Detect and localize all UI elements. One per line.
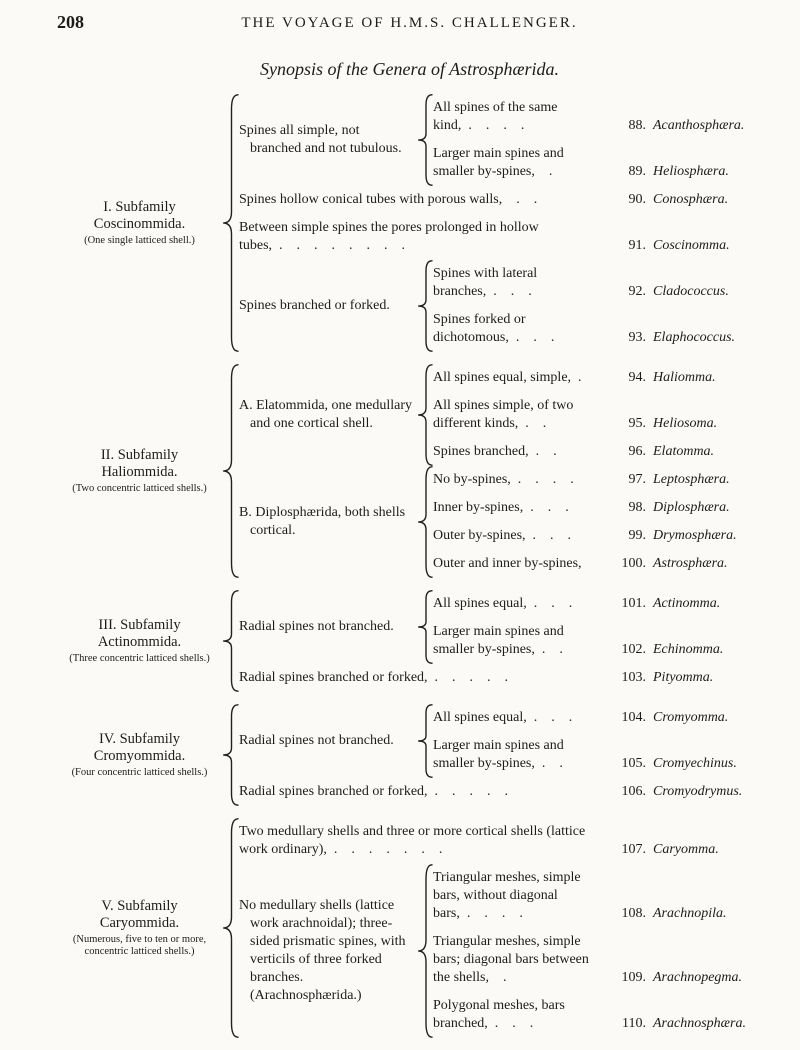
genus-name: Echinomma.	[653, 642, 724, 657]
entry-result	[612, 555, 762, 573]
genus-name: Coscinomma.	[653, 238, 730, 253]
brace-icon	[417, 466, 433, 578]
entry-text: No by-spines, . . . .	[433, 472, 574, 487]
brace-icon	[417, 364, 433, 466]
entry-result	[612, 755, 762, 773]
group-content	[239, 818, 762, 1038]
subfamily-label	[57, 590, 222, 692]
branch-children	[433, 364, 762, 466]
brace-icon	[222, 364, 239, 578]
branch-label-text: Radial spines not branched.	[239, 733, 394, 748]
group-subfamily-3	[57, 590, 762, 692]
brace-icon	[417, 704, 433, 778]
entry	[433, 140, 762, 186]
entry-number: 107.	[621, 842, 646, 857]
entry-number: 92.	[628, 284, 646, 299]
entry-result	[612, 905, 762, 923]
genus-name: Cromyomma.	[653, 710, 729, 725]
genus-name: Caryomma.	[653, 842, 719, 857]
branch-label	[239, 864, 417, 1038]
entry-text: Spines hollow conical tubes with porous walls, . .	[239, 192, 538, 207]
genus-name: Actinomma.	[653, 596, 721, 611]
entry-text: All spines of the same kind, . . . .	[433, 100, 558, 133]
group-subfamily-5	[57, 818, 762, 1038]
brace-icon	[417, 260, 433, 352]
genus-name: Arachnopila.	[653, 906, 727, 921]
brace-icon	[222, 94, 239, 352]
branch	[239, 466, 762, 578]
branch-label-text: A. Elatommida, one medullary and one cortical shell.	[239, 398, 413, 431]
branch-label	[239, 260, 417, 352]
entry	[433, 494, 762, 522]
entry-result	[612, 443, 762, 461]
entry-number: 110.	[622, 1016, 646, 1031]
entry	[239, 818, 762, 864]
genus-name: Heliosoma.	[653, 416, 718, 431]
entry-result	[612, 117, 762, 135]
entry-number: 91.	[628, 238, 646, 253]
genus-name: Drymosphæra.	[653, 528, 737, 543]
entry	[433, 590, 762, 618]
entry-result	[612, 499, 762, 517]
group-content	[239, 94, 762, 352]
entry	[433, 392, 762, 438]
subfamily-note: (Four concentric latticed shells.)	[71, 766, 208, 778]
genus-name: Arachnopegma.	[653, 970, 743, 985]
subfamily-numeral: I. Subfamily	[103, 198, 176, 215]
brace-icon	[417, 864, 433, 1038]
brace-icon	[222, 704, 239, 806]
genus-name: Cromyechinus.	[653, 756, 737, 771]
subfamily-note: (Numerous, five to ten or more, concentric latticed shells.)	[72, 933, 207, 957]
subfamily-note: (One single latticed shell.)	[84, 234, 195, 246]
entry-text: All spines simple, of two different kinds, . .	[433, 398, 574, 431]
entry	[433, 550, 762, 578]
entry-text: Triangular meshes, simple bars, without diagonal bars, . . . .	[433, 870, 581, 921]
entry-number: 106.	[621, 784, 646, 799]
entry-number: 99.	[628, 528, 646, 543]
group-content	[239, 704, 762, 806]
genus-name: Arachnosphæra.	[653, 1016, 746, 1031]
branch-children	[433, 590, 762, 664]
subfamily-numeral: IV. Subfamily	[98, 730, 181, 747]
entry	[433, 306, 762, 352]
entry-result	[612, 527, 762, 545]
entry-result	[612, 1015, 762, 1033]
brace-icon	[417, 590, 433, 664]
subfamily-name: Haliommida.	[101, 463, 178, 480]
entry	[433, 864, 762, 928]
entry-number: 89.	[628, 164, 646, 179]
genus-name: Heliosphæra.	[653, 164, 729, 179]
entry-result	[612, 669, 762, 687]
brace-icon	[222, 818, 239, 1038]
entry-text: Two medullary shells and three or more cortical shells (lattice work ordinary), . . . . . . .	[239, 824, 586, 857]
entry-text: All spines equal, simple, .	[433, 370, 582, 385]
branch	[239, 94, 762, 186]
entry-text: Radial spines branched or forked, . . . . .	[239, 784, 509, 799]
branch-children	[433, 864, 762, 1038]
entry-result	[612, 163, 762, 181]
genus-name: Conosphæra.	[653, 192, 729, 207]
genus-name: Acanthosphæra.	[653, 118, 745, 133]
genus-name: Leptosphæra.	[653, 472, 730, 487]
subfamily-note: (Two concentric latticed shells.)	[72, 482, 207, 494]
entry-result	[612, 415, 762, 433]
entry-text: Triangular meshes, simple bars; diagonal bars between the shells, .	[433, 934, 589, 985]
branch-children	[433, 94, 762, 186]
entry-result	[612, 369, 762, 387]
subfamily-label	[57, 364, 222, 578]
entry	[433, 522, 762, 550]
entry-result	[612, 641, 762, 659]
entry-text: Outer and inner by-spines,	[433, 556, 582, 571]
entry-text: Larger main spines and smaller by-spines, . .	[433, 738, 564, 771]
synopsis-title: Synopsis of the Genera of Astrosphærida.	[259, 59, 559, 79]
entry-number: 109.	[621, 970, 646, 985]
entry	[239, 664, 762, 692]
branch-label-text: B. Diplosphærida, both shells cortical.	[239, 505, 406, 538]
entry-number: 98.	[628, 500, 646, 515]
subfamily-numeral: V. Subfamily	[101, 897, 178, 914]
entry-result	[612, 969, 762, 987]
entry-result	[612, 283, 762, 301]
entry	[433, 94, 762, 140]
group-content	[239, 590, 762, 692]
entry-result	[612, 471, 762, 489]
branch-label-text: Spines all simple, not branched and not tubulous.	[239, 123, 402, 156]
brace-icon	[417, 94, 433, 186]
entry-text: Polygonal meshes, bars branched, . . .	[433, 998, 565, 1031]
brace-icon	[222, 590, 239, 692]
branch-label	[239, 94, 417, 186]
branch-label-text: No medullary shells (lattice work arachnoidal); three-sided prismatic spines, with verticils of three forked branches. (Arachnosphærida.)	[239, 898, 406, 1003]
group-subfamily-1	[57, 94, 762, 352]
genus-name: Cladococcus.	[653, 284, 729, 299]
subfamily-name: Caryommida.	[99, 914, 180, 931]
entry-text: Larger main spines and smaller by-spines, .	[433, 146, 564, 179]
branch-label-text: Radial spines not branched.	[239, 619, 394, 634]
entry-result	[612, 709, 762, 727]
entry-number: 94.	[628, 370, 646, 385]
entry	[239, 186, 762, 214]
subfamily-name: Coscinommida.	[93, 215, 186, 232]
entry-number: 102.	[621, 642, 646, 657]
entry-text: Spines with lateral branches, . . .	[433, 266, 538, 299]
branch	[239, 364, 762, 466]
subfamily-numeral: III. Subfamily	[98, 616, 181, 633]
entry	[433, 364, 762, 392]
entry	[239, 214, 762, 260]
entry-text: Outer by-spines, . . .	[433, 528, 572, 543]
group-content	[239, 364, 762, 578]
entry-result	[612, 841, 762, 859]
entry-result	[612, 191, 762, 209]
entry-text: Spines forked or dichotomous, . . .	[433, 312, 555, 345]
entry-number: 108.	[621, 906, 646, 921]
genus-name: Diplosphæra.	[653, 500, 730, 515]
entry	[433, 618, 762, 664]
genus-name: Astrosphæra.	[653, 556, 728, 571]
subfamily-name: Actinommida.	[97, 633, 182, 650]
entry-number: 95.	[628, 416, 646, 431]
branch-children	[433, 704, 762, 778]
genus-name: Elatomma.	[653, 444, 715, 459]
entry-number: 93.	[628, 330, 646, 345]
branch-children	[433, 260, 762, 352]
entry-text: Inner by-spines, . . .	[433, 500, 569, 515]
entry	[433, 928, 762, 992]
branch-label	[239, 590, 417, 664]
entry	[433, 732, 762, 778]
entry-number: 90.	[628, 192, 646, 207]
genus-name: Cromyodrymus.	[653, 784, 743, 799]
entry-number: 88.	[628, 118, 646, 133]
running-head: THE VOYAGE OF H.M.S. CHALLENGER.	[241, 15, 578, 31]
entry-result	[612, 237, 762, 255]
branch-label-text: Spines branched or forked.	[239, 298, 390, 313]
entry-text: Spines branched, . .	[433, 444, 557, 459]
entry-text: Between simple spines the pores prolonged in hollow tubes, . . . . . . . .	[239, 220, 539, 253]
entry-number: 103.	[621, 670, 646, 685]
branch	[239, 864, 762, 1038]
subfamily-label	[57, 94, 222, 352]
entry-text: Larger main spines and smaller by-spines, . .	[433, 624, 564, 657]
entry-number: 105.	[621, 756, 646, 771]
entry-number: 96.	[628, 444, 646, 459]
group-subfamily-4	[57, 704, 762, 806]
genus-name: Haliomma.	[653, 370, 716, 385]
entry	[433, 438, 762, 466]
genus-name: Pityomma.	[653, 670, 714, 685]
subfamily-label	[57, 818, 222, 1038]
subfamily-numeral: II. Subfamily	[100, 446, 179, 463]
entry-text: All spines equal, . . .	[433, 710, 573, 725]
entry-result	[612, 595, 762, 613]
entry	[433, 704, 762, 732]
branch-children	[433, 466, 762, 578]
subfamily-note: (Three concentric latticed shells.)	[69, 652, 210, 664]
entry-result	[612, 329, 762, 347]
entry-number: 97.	[628, 472, 646, 487]
entry-number: 100.	[621, 556, 646, 571]
entry	[433, 260, 762, 306]
subfamily-name: Cromyommida.	[93, 747, 186, 764]
page-number: 208	[57, 12, 84, 32]
synopsis-table	[57, 94, 762, 1038]
genus-name: Elaphococcus.	[653, 330, 736, 345]
page-header	[57, 14, 762, 38]
branch-label	[239, 466, 417, 578]
entry-number: 104.	[621, 710, 646, 725]
entry-number: 101.	[621, 596, 646, 611]
entry	[239, 778, 762, 806]
branch	[239, 590, 762, 664]
subfamily-label	[57, 704, 222, 806]
entry	[433, 466, 762, 494]
entry-text: All spines equal, . . .	[433, 596, 573, 611]
branch-label	[239, 364, 417, 466]
entry	[433, 992, 762, 1038]
branch	[239, 704, 762, 778]
entry-result	[612, 783, 762, 801]
group-subfamily-2	[57, 364, 762, 578]
branch	[239, 260, 762, 352]
branch-label	[239, 704, 417, 778]
entry-text: Radial spines branched or forked, . . . . .	[239, 670, 509, 685]
